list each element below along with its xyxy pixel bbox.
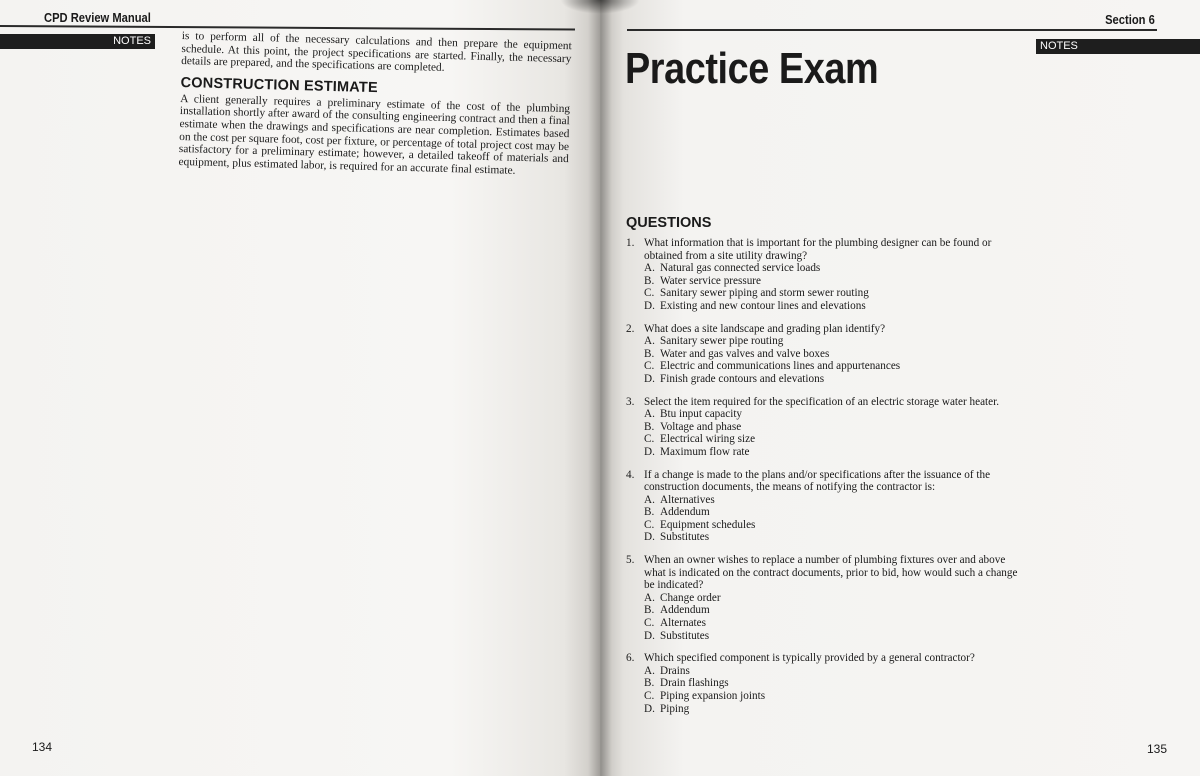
question-text: Which specified component is typically provided by a general contractor? bbox=[644, 652, 975, 665]
option-text: Substitutes bbox=[660, 629, 710, 642]
questions-heading: QUESTIONS bbox=[626, 215, 712, 231]
answer-option bbox=[644, 433, 1026, 446]
question-text: If a change is made to the plans and/or specifications after the issuance of the construction documents, the means of notifying the contractor is: bbox=[644, 468, 991, 494]
option-letter: A. bbox=[644, 335, 655, 348]
left-body-text bbox=[178, 30, 571, 179]
answer-option bbox=[644, 494, 1026, 507]
option-letter: D. bbox=[644, 629, 655, 642]
question-text: Select the item required for the specification of an electric storage water heater. bbox=[644, 395, 1000, 408]
question-number: 3. bbox=[626, 395, 635, 408]
continued-paragraph: is to perform all of the necessary calculations and then prepare the equipment schedule. At this point, the project specifications are started. Finally, the necessary details are prepared, and the specifications are completed. bbox=[181, 30, 572, 75]
option-letter: D. bbox=[644, 702, 655, 715]
question-number: 5. bbox=[626, 554, 635, 567]
answer-option bbox=[644, 300, 1026, 313]
answer-options bbox=[644, 592, 1026, 642]
question-number: 6. bbox=[626, 652, 635, 665]
question-number: 4. bbox=[626, 468, 635, 481]
option-text: Water service pressure bbox=[660, 274, 761, 287]
question-number: 2. bbox=[626, 322, 635, 335]
option-letter: B. bbox=[644, 604, 655, 617]
option-text: Voltage and phase bbox=[660, 420, 742, 433]
answer-options bbox=[644, 494, 1026, 544]
option-letter: C. bbox=[644, 360, 655, 373]
answer-options bbox=[644, 665, 1026, 715]
page-number-right: 135 bbox=[1146, 742, 1167, 756]
option-letter: D. bbox=[644, 531, 655, 544]
answer-option bbox=[644, 531, 1026, 544]
answer-option bbox=[644, 690, 1026, 703]
question-text: When an owner wishes to replace a number of plumbing fixtures over and above what is indicated on the contract documents, prior to bid, how would such a change be indicated? bbox=[644, 554, 1018, 592]
running-head-right: Section 6 bbox=[1105, 12, 1155, 27]
question-3 bbox=[626, 396, 1026, 459]
option-letter: B. bbox=[644, 420, 655, 433]
option-letter: B. bbox=[644, 506, 655, 519]
answer-option bbox=[644, 360, 1026, 373]
option-text: Drains bbox=[660, 664, 690, 677]
answer-option bbox=[644, 335, 1026, 348]
option-text: Electrical wiring size bbox=[660, 433, 756, 446]
answer-option bbox=[644, 275, 1026, 288]
answer-option bbox=[644, 421, 1026, 434]
answer-option bbox=[644, 287, 1026, 300]
option-text: Equipment schedules bbox=[660, 518, 756, 531]
option-text: Natural gas connected service loads bbox=[660, 262, 821, 275]
option-letter: B. bbox=[644, 347, 655, 360]
option-text: Water and gas valves and valve boxes bbox=[660, 347, 830, 360]
answer-options bbox=[644, 335, 1026, 385]
option-letter: B. bbox=[644, 274, 655, 287]
option-text: Addendum bbox=[660, 506, 710, 519]
option-letter: C. bbox=[644, 287, 655, 300]
option-letter: B. bbox=[644, 677, 655, 690]
option-letter: C. bbox=[644, 518, 655, 531]
question-4 bbox=[626, 469, 1026, 545]
option-text: Addendum bbox=[660, 604, 710, 617]
question-number: 1. bbox=[626, 237, 635, 249]
page-title: Practice Exam bbox=[625, 44, 879, 93]
notes-label-left: NOTES bbox=[0, 34, 155, 49]
answer-option bbox=[644, 630, 1026, 643]
estimate-paragraph: A client generally requires a preliminary estimate of the cost of the plumbing installation shortly after award of the consulting engineering contract and then a final estimate when the drawings and specifications are near completion. Estimates based on the cost per square foot, cost per fixture, or percentage of total project cost may be satisfactory for a preliminary estimate; however, a detailed takeoff of materials and equipment, plus estimated labor, is required for an accurate final estimate. bbox=[178, 92, 571, 177]
running-head-left: CPD Review Manual bbox=[44, 10, 151, 25]
answer-option bbox=[644, 519, 1026, 532]
option-text: Drain flashings bbox=[660, 677, 729, 690]
answer-options bbox=[644, 408, 1026, 458]
answer-option bbox=[644, 506, 1026, 519]
question-list bbox=[626, 237, 1026, 725]
question-2 bbox=[626, 323, 1026, 386]
option-text: Alternates bbox=[660, 617, 706, 630]
option-text: Alternatives bbox=[660, 493, 715, 506]
answer-option bbox=[644, 373, 1026, 386]
notes-label-right: NOTES bbox=[1036, 39, 1200, 54]
question-6 bbox=[626, 652, 1026, 715]
option-text: Piping expansion joints bbox=[660, 690, 766, 702]
header-rule-right bbox=[627, 29, 1157, 31]
question-text: What does a site landscape and grading plan identify? bbox=[644, 322, 886, 335]
option-text: Btu input capacity bbox=[660, 408, 743, 421]
answer-option bbox=[644, 592, 1026, 605]
answer-option bbox=[644, 665, 1026, 678]
option-text: Existing and new contour lines and elevations bbox=[660, 299, 866, 312]
option-letter: C. bbox=[644, 617, 655, 630]
answer-option bbox=[644, 617, 1026, 630]
option-letter: A. bbox=[644, 591, 655, 604]
question-1 bbox=[626, 237, 1026, 313]
option-letter: A. bbox=[644, 408, 655, 421]
option-text: Sanitary sewer pipe routing bbox=[660, 335, 784, 348]
section-heading-construction-estimate: CONSTRUCTION ESTIMATE bbox=[180, 74, 379, 96]
right-page bbox=[600, 0, 1200, 776]
header-rule-left bbox=[0, 25, 575, 31]
option-text: Maximum flow rate bbox=[660, 445, 750, 458]
page-number-left: 134 bbox=[32, 740, 53, 754]
option-text: Substitutes bbox=[660, 531, 710, 544]
answer-option bbox=[644, 348, 1026, 361]
answer-options bbox=[644, 262, 1026, 312]
option-letter: D. bbox=[644, 299, 655, 312]
spine-top-shadow bbox=[560, 0, 640, 14]
book-gutter-shadow bbox=[588, 0, 612, 776]
answer-option bbox=[644, 677, 1026, 690]
question-text: What information that is important for the plumbing designer can be found or obtained from a site utility drawing? bbox=[644, 237, 992, 262]
option-text: Change order bbox=[660, 591, 721, 604]
option-text: Sanitary sewer piping and storm sewer routing bbox=[660, 287, 869, 300]
option-letter: C. bbox=[644, 690, 655, 702]
option-letter: A. bbox=[644, 262, 655, 275]
question-5 bbox=[626, 554, 1026, 642]
option-letter: D. bbox=[644, 445, 655, 458]
option-letter: D. bbox=[644, 372, 655, 385]
option-text: Piping bbox=[660, 702, 690, 715]
answer-option bbox=[644, 262, 1026, 275]
option-letter: C. bbox=[644, 433, 655, 446]
option-letter: A. bbox=[644, 664, 655, 677]
option-letter: A. bbox=[644, 493, 655, 506]
option-text: Electric and communications lines and appurtenances bbox=[660, 360, 901, 373]
answer-option bbox=[644, 446, 1026, 459]
answer-option bbox=[644, 408, 1026, 421]
answer-option bbox=[644, 604, 1026, 617]
option-text: Finish grade contours and elevations bbox=[660, 372, 825, 385]
answer-option bbox=[644, 703, 1026, 716]
